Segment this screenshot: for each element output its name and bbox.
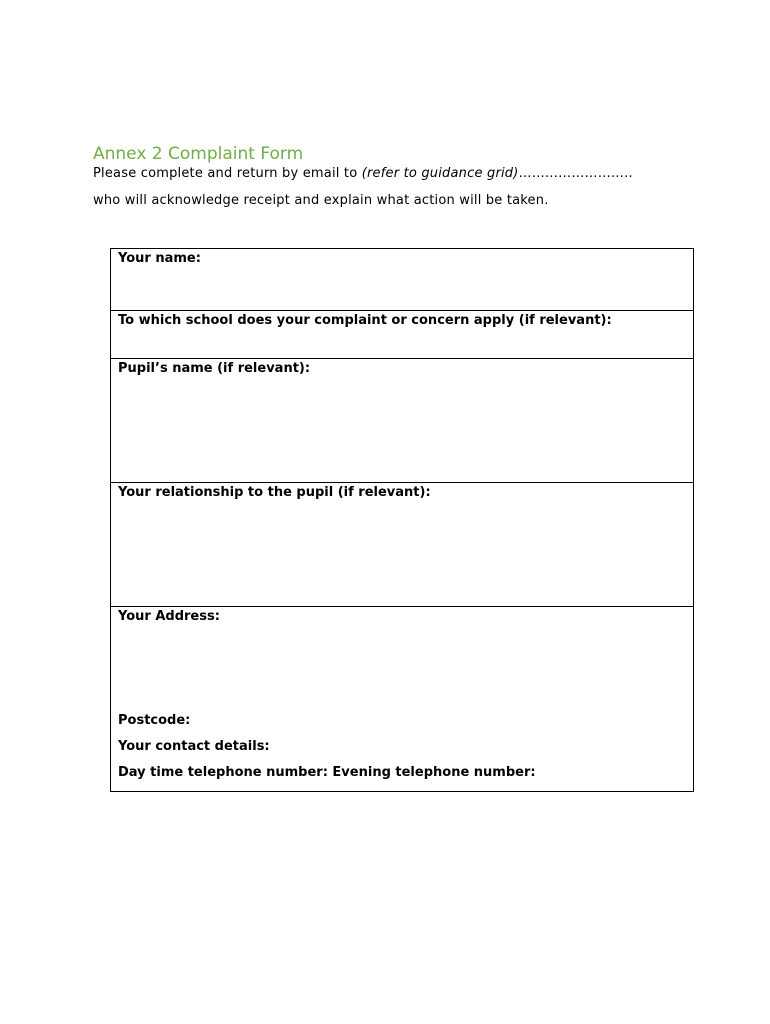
your-name-field[interactable] — [111, 249, 693, 311]
telephone-label: Day time telephone number: Evening telephone number: — [118, 765, 536, 780]
page-title: Annex 2 Complaint Form — [93, 144, 304, 164]
postcode-label: Postcode: — [118, 713, 191, 728]
your-name-label: Your name: — [118, 251, 201, 266]
relationship-label: Your relationship to the pupil (if relevant): — [118, 485, 431, 500]
school-field[interactable] — [111, 311, 693, 359]
intro-text-line-2: who will acknowledge receipt and explain what action will be taken. — [93, 193, 549, 208]
contact-details-label: Your contact details: — [118, 739, 270, 754]
address-label: Your Address: — [118, 609, 220, 624]
complaint-form-table — [110, 248, 694, 792]
pupil-name-label: Pupil’s name (if relevant): — [118, 361, 311, 376]
school-label: To which school does your complaint or concern apply (if relevant): — [118, 313, 612, 328]
address-field[interactable] — [111, 607, 693, 791]
intro-prefix: Please complete and return by email to — [93, 166, 362, 181]
pupil-name-field[interactable] — [111, 359, 693, 483]
intro-guidance-reference: (refer to guidance grid) — [361, 166, 519, 181]
relationship-field[interactable] — [111, 483, 693, 607]
intro-blank-dots: …………………….. — [518, 166, 633, 181]
intro-text — [93, 166, 633, 181]
